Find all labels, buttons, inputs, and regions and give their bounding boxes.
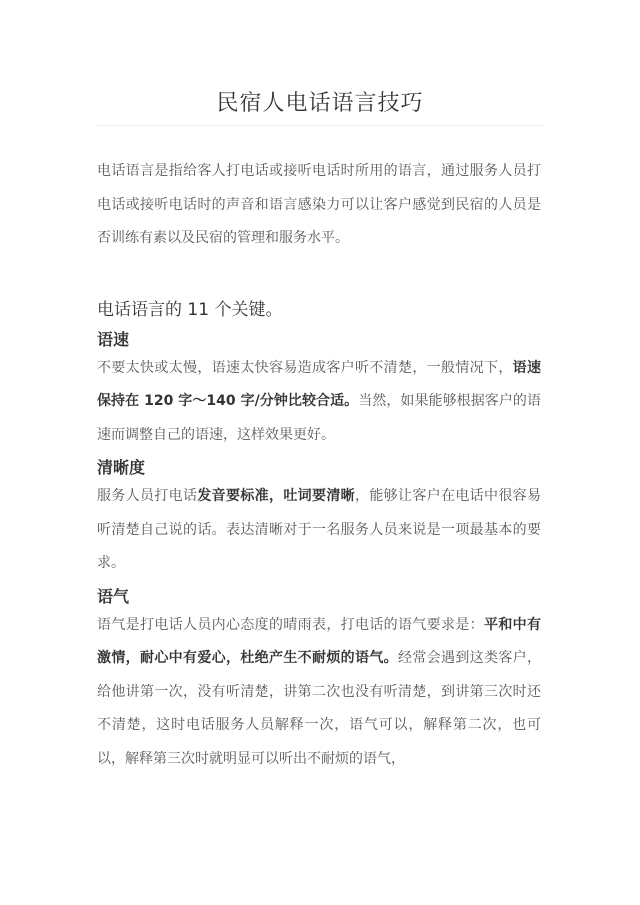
section-subheading: 电话语言的 11 个关键。 bbox=[97, 299, 283, 320]
paragraph-text: 当然，如果能够根据客户的语速而调整自己的语速，这样效果更好。 bbox=[97, 393, 541, 443]
intro-paragraph: 电话语言是指给客人打电话或接听电话时所用的语言，通过服务人员打电话或接听电话时的声音和语言感染力可以让客户感觉到民宿的人员是否训练有素以及民宿的管理和服务水平。 bbox=[97, 163, 541, 246]
section-heading-tone: 语气 bbox=[97, 586, 130, 606]
paragraph-bold-text: 平和中有激情，耐心中有爱心，杜绝产生不耐烦的语气。 bbox=[97, 616, 541, 666]
paragraph-bold-text: 语速保持在 120 字～140 字/分钟比较合适。 bbox=[97, 359, 542, 409]
title-divider bbox=[97, 125, 543, 126]
paragraph-text: 经常会遇到这类客户，给他讲第一次，没有听清楚，讲第二次也没有听清楚，到讲第三次时还不清楚，这时电话服务人员解释一次，语气可以，解释第二次，也可以，解释第三次时就明显可以听出不耐烦的语气， bbox=[97, 650, 541, 767]
document-body bbox=[97, 155, 541, 776]
section-paragraph-clarity bbox=[97, 480, 541, 581]
section-heading-speed: 语速 bbox=[97, 329, 130, 349]
paragraph-text: 不要太快或太慢，语速太快容易造成客户听不清楚，一般情况下， bbox=[97, 359, 513, 376]
section-paragraph-speed bbox=[97, 352, 541, 453]
paragraph-text: ，能够让客户在电话中很容易听清楚自己说的话。表达清晰对于一名服务人员来说是一项最基本的要求。 bbox=[97, 488, 542, 571]
section-heading-clarity: 清晰度 bbox=[97, 458, 146, 477]
paragraph-text: 服务人员打电话 bbox=[97, 488, 198, 504]
paragraph-bold-text: 发音要标准，吐词要清晰 bbox=[197, 488, 356, 504]
page-title: 民宿人电话语言技巧 bbox=[216, 91, 424, 116]
paragraph-text: 语气是打电话人员内心态度的晴雨表，打电话的语气要求是： bbox=[97, 616, 484, 633]
section-paragraph-tone bbox=[97, 609, 541, 777]
